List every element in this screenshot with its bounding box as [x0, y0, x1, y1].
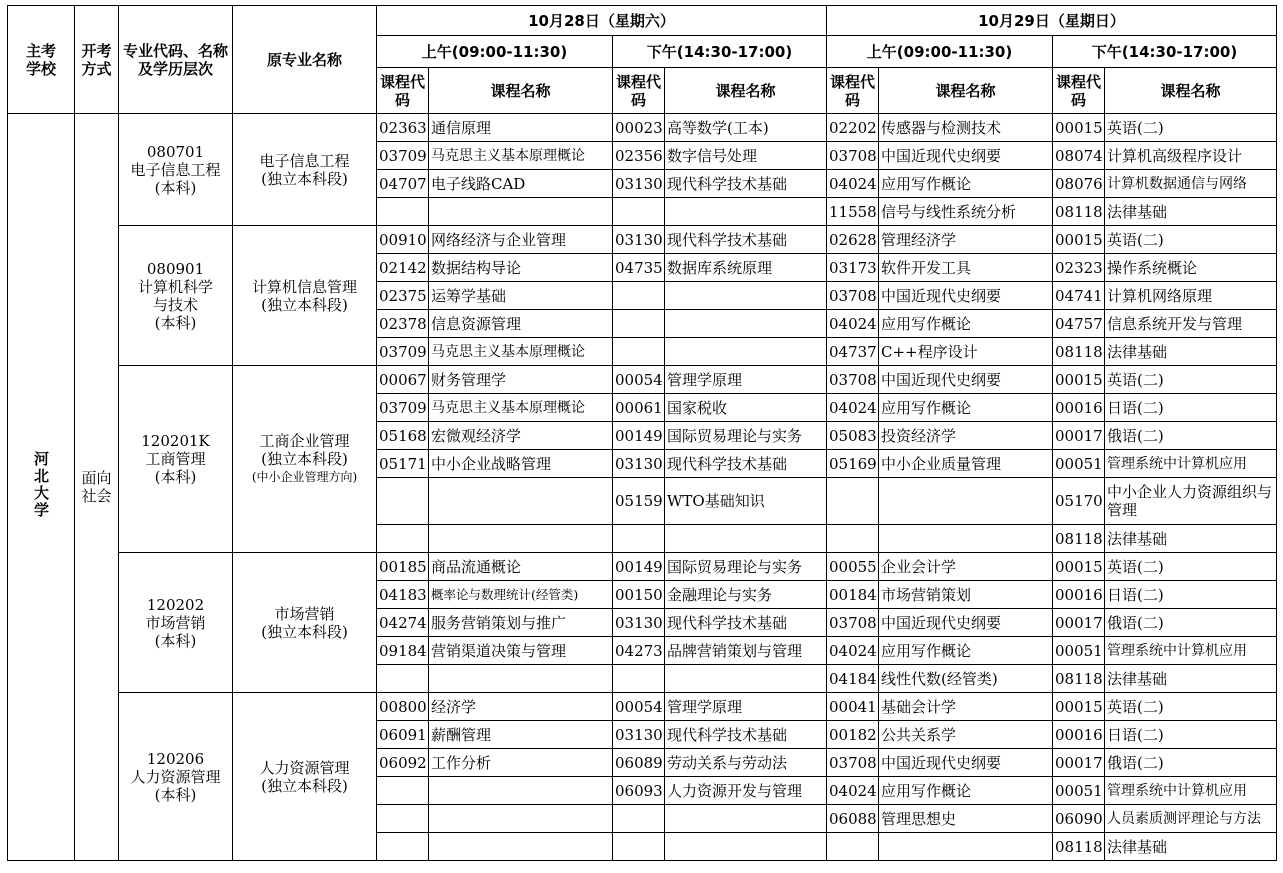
course-code: 00017	[1053, 422, 1105, 450]
header-major: 专业代码、名称及学历层次	[119, 6, 233, 114]
course-code: 00015	[1053, 366, 1105, 394]
course-name	[429, 478, 613, 525]
course-code: 04024	[827, 170, 879, 198]
course-name	[429, 525, 613, 553]
course-name: 马克思主义基本原理概论	[429, 394, 613, 422]
course-code	[613, 282, 665, 310]
course-name: 中国近现代史纲要	[879, 609, 1053, 637]
course-name: 信息资源管理	[429, 310, 613, 338]
header-name: 课程名称	[429, 68, 613, 114]
course-code: 08118	[1053, 525, 1105, 553]
course-code: 04024	[827, 310, 879, 338]
course-name	[879, 478, 1053, 525]
course-code	[613, 805, 665, 833]
course-name: 信息系统开发与管理	[1105, 310, 1277, 338]
course-name: 营销渠道决策与管理	[429, 637, 613, 665]
course-name	[429, 833, 613, 861]
course-name	[665, 198, 827, 226]
header-day1-pm: 下午(14:30-17:00)	[613, 36, 827, 68]
course-code: 02202	[827, 114, 879, 142]
course-name: 劳动关系与劳动法	[665, 749, 827, 777]
major-cell	[119, 693, 233, 861]
course-name	[665, 338, 827, 366]
course-name: 英语(二)	[1105, 693, 1277, 721]
course-name: 英语(二)	[1105, 366, 1277, 394]
course-name: 基础会计学	[879, 693, 1053, 721]
course-name: 现代科学技术基础	[665, 721, 827, 749]
major-cell	[119, 366, 233, 553]
header-day1-am: 上午(09:00-11:30)	[377, 36, 613, 68]
course-name: 电子线路CAD	[429, 170, 613, 198]
course-name: 国际贸易理论与实务	[665, 553, 827, 581]
course-code: 04024	[827, 637, 879, 665]
course-name: 应用写作概论	[879, 637, 1053, 665]
major-line: 与技术	[152, 295, 198, 314]
course-name: 应用写作概论	[879, 777, 1053, 805]
course-name: 法律基础	[1105, 833, 1277, 861]
orig-major-line: (独立本科段)	[261, 169, 348, 188]
course-code: 08074	[1053, 142, 1105, 170]
course-code: 03708	[827, 609, 879, 637]
major-line: 120201K	[141, 432, 210, 450]
course-name: 数据库系统原理	[665, 254, 827, 282]
course-code: 05168	[377, 422, 429, 450]
major-line: 120202	[146, 595, 205, 614]
major-line: (本科)	[154, 468, 197, 486]
course-code	[613, 833, 665, 861]
orig-major-line: 计算机信息管理	[251, 277, 357, 296]
course-name: 经济学	[429, 693, 613, 721]
header-orig-major: 原专业名称	[233, 6, 377, 114]
course-code	[377, 478, 429, 525]
course-code: 05083	[827, 422, 879, 450]
major-line: 工商管理	[145, 450, 206, 468]
course-name: 中小企业人力资源组织与管理	[1105, 478, 1277, 525]
course-code	[377, 777, 429, 805]
header-day1: 10月28日（星期六）	[377, 6, 827, 36]
course-code: 06088	[827, 805, 879, 833]
course-code: 00185	[377, 553, 429, 581]
course-name: 商品流通概论	[429, 553, 613, 581]
course-code: 02363	[377, 114, 429, 142]
course-code: 03173	[827, 254, 879, 282]
header-code: 课程代码	[613, 68, 665, 114]
orig-major-line: (中小企业管理方向)	[251, 470, 358, 484]
orig-major-line: (独立本科段)	[261, 622, 348, 641]
major-line: 080701	[146, 142, 205, 161]
course-name	[879, 833, 1053, 861]
major-cell	[119, 553, 233, 693]
course-name: 国际贸易理论与实务	[665, 422, 827, 450]
course-code: 05159	[613, 478, 665, 525]
course-code: 08118	[1053, 833, 1105, 861]
course-name: 投资经济学	[879, 422, 1053, 450]
course-name: 日语(二)	[1105, 581, 1277, 609]
course-name: 信号与线性系统分析	[879, 198, 1053, 226]
header-code: 课程代码	[827, 68, 879, 114]
orig-major-line: (独立本科段)	[261, 295, 348, 314]
course-code: 08076	[1053, 170, 1105, 198]
course-name: 应用写作概论	[879, 170, 1053, 198]
course-name: 数字信号处理	[665, 142, 827, 170]
course-code: 05169	[827, 450, 879, 478]
school-name: 河北大学	[32, 451, 50, 519]
course-name: 中国近现代史纲要	[879, 366, 1053, 394]
course-name: 日语(二)	[1105, 394, 1277, 422]
course-name: 中国近现代史纲要	[879, 749, 1053, 777]
header-name: 课程名称	[879, 68, 1053, 114]
course-code: 06093	[613, 777, 665, 805]
course-code: 03709	[377, 142, 429, 170]
course-code: 04183	[377, 581, 429, 609]
course-name: 财务管理学	[429, 366, 613, 394]
course-code: 03708	[827, 282, 879, 310]
course-name	[429, 805, 613, 833]
course-name: 英语(二)	[1105, 226, 1277, 254]
orig-major-line: 工商企业管理	[259, 432, 350, 450]
course-name: 网络经济与企业管理	[429, 226, 613, 254]
major-line: (本科)	[154, 313, 197, 332]
course-code: 00051	[1053, 450, 1105, 478]
course-name: 薪酬管理	[429, 721, 613, 749]
course-name: 管理系统中计算机应用	[1105, 450, 1277, 478]
course-code: 02356	[613, 142, 665, 170]
course-code	[827, 525, 879, 553]
course-code: 00051	[1053, 777, 1105, 805]
course-name: 人力资源开发与管理	[665, 777, 827, 805]
course-code: 00015	[1053, 553, 1105, 581]
orig-major-line: (独立本科段)	[261, 776, 348, 795]
course-name: 现代科学技术基础	[665, 609, 827, 637]
course-code: 00149	[613, 422, 665, 450]
course-code: 08118	[1053, 665, 1105, 693]
course-name: 软件开发工具	[879, 254, 1053, 282]
course-code: 04757	[1053, 310, 1105, 338]
course-name	[879, 525, 1053, 553]
major-cell	[119, 114, 233, 226]
course-name: 现代科学技术基础	[665, 170, 827, 198]
course-name: 国家税收	[665, 394, 827, 422]
course-code	[827, 478, 879, 525]
course-code: 11558	[827, 198, 879, 226]
course-code: 00017	[1053, 609, 1105, 637]
course-name: 操作系统概论	[1105, 254, 1277, 282]
course-name: C++程序设计	[879, 338, 1053, 366]
course-code: 05171	[377, 450, 429, 478]
course-code: 02142	[377, 254, 429, 282]
course-name: 法律基础	[1105, 665, 1277, 693]
major-line: 电子信息工程	[130, 160, 221, 179]
course-name	[665, 310, 827, 338]
table-row	[8, 114, 1277, 142]
course-name: 英语(二)	[1105, 114, 1277, 142]
course-code: 00015	[1053, 114, 1105, 142]
school-cell	[8, 114, 75, 861]
course-code: 00800	[377, 693, 429, 721]
orig-major-cell	[233, 114, 377, 226]
header-code: 课程代码	[377, 68, 429, 114]
orig-major-cell	[233, 553, 377, 693]
course-name: WTO基础知识	[665, 478, 827, 525]
major-line: 计算机科学	[137, 277, 213, 296]
course-code: 03709	[377, 338, 429, 366]
header-mode: 开考方式	[75, 6, 119, 114]
course-name: 人员素质测评理论与方法	[1105, 805, 1277, 833]
course-name: 英语(二)	[1105, 553, 1277, 581]
course-code: 05170	[1053, 478, 1105, 525]
course-code: 03708	[827, 142, 879, 170]
header-name: 课程名称	[665, 68, 827, 114]
course-name: 现代科学技术基础	[665, 226, 827, 254]
course-name: 高等数学(工本)	[665, 114, 827, 142]
course-code: 00182	[827, 721, 879, 749]
course-code	[613, 198, 665, 226]
table-row	[8, 693, 1277, 721]
course-code: 03130	[613, 609, 665, 637]
course-name	[665, 665, 827, 693]
course-name: 管理学原理	[665, 366, 827, 394]
course-name: 中国近现代史纲要	[879, 282, 1053, 310]
orig-major-line: (独立本科段)	[261, 450, 348, 468]
course-name: 法律基础	[1105, 338, 1277, 366]
course-code: 02323	[1053, 254, 1105, 282]
course-code	[377, 805, 429, 833]
course-name	[665, 805, 827, 833]
course-code: 00016	[1053, 721, 1105, 749]
course-code	[613, 338, 665, 366]
course-code: 00017	[1053, 749, 1105, 777]
course-name: 概率论与数理统计(经管类)	[429, 581, 613, 609]
header-name: 课程名称	[1105, 68, 1277, 114]
course-name: 传感器与检测技术	[879, 114, 1053, 142]
course-code: 00016	[1053, 581, 1105, 609]
course-code: 06089	[613, 749, 665, 777]
course-code	[613, 525, 665, 553]
course-code	[827, 833, 879, 861]
course-name: 工作分析	[429, 749, 613, 777]
course-code: 02628	[827, 226, 879, 254]
course-code: 00015	[1053, 226, 1105, 254]
table-row	[8, 226, 1277, 254]
major-line: 人力资源管理	[130, 767, 221, 786]
major-line: (本科)	[154, 178, 197, 197]
course-name: 通信原理	[429, 114, 613, 142]
header-code: 课程代码	[1053, 68, 1105, 114]
course-name: 计算机高级程序设计	[1105, 142, 1277, 170]
major-line: 120206	[146, 749, 205, 768]
course-name: 中小企业质量管理	[879, 450, 1053, 478]
course-code: 04273	[613, 637, 665, 665]
course-name: 品牌营销策划与管理	[665, 637, 827, 665]
course-code: 00061	[613, 394, 665, 422]
major-cell	[119, 226, 233, 366]
course-name	[429, 777, 613, 805]
course-name: 日语(二)	[1105, 721, 1277, 749]
course-code	[613, 310, 665, 338]
course-name: 运筹学基础	[429, 282, 613, 310]
course-code: 00051	[1053, 637, 1105, 665]
orig-major-cell	[233, 366, 377, 553]
course-name: 现代科学技术基础	[665, 450, 827, 478]
course-code: 04707	[377, 170, 429, 198]
course-code: 00054	[613, 366, 665, 394]
orig-major-cell	[233, 226, 377, 366]
course-name: 金融理论与实务	[665, 581, 827, 609]
course-name: 应用写作概论	[879, 394, 1053, 422]
header-day2: 10月29日（星期日）	[827, 6, 1277, 36]
course-code: 00067	[377, 366, 429, 394]
course-code: 03130	[613, 170, 665, 198]
orig-major-line: 市场营销	[274, 604, 335, 623]
course-code: 03130	[613, 450, 665, 478]
course-name: 应用写作概论	[879, 310, 1053, 338]
course-code	[377, 833, 429, 861]
course-name: 计算机数据通信与网络	[1105, 170, 1277, 198]
orig-major-line: 人力资源管理	[259, 758, 350, 777]
course-code: 00041	[827, 693, 879, 721]
course-name	[429, 198, 613, 226]
course-code: 03708	[827, 366, 879, 394]
table-row	[8, 366, 1277, 394]
course-code	[613, 665, 665, 693]
course-code	[377, 198, 429, 226]
course-code: 00150	[613, 581, 665, 609]
course-code: 04741	[1053, 282, 1105, 310]
exam-mode: 面向社会	[75, 114, 119, 861]
course-code: 00055	[827, 553, 879, 581]
course-name: 服务营销策划与推广	[429, 609, 613, 637]
course-name: 管理经济学	[879, 226, 1053, 254]
course-code: 09184	[377, 637, 429, 665]
course-name	[429, 665, 613, 693]
course-code: 03708	[827, 749, 879, 777]
exam-schedule-table	[7, 5, 1277, 861]
course-name	[665, 282, 827, 310]
course-code: 06090	[1053, 805, 1105, 833]
course-name: 线性代数(经管类)	[879, 665, 1053, 693]
course-code: 00910	[377, 226, 429, 254]
course-name: 企业会计学	[879, 553, 1053, 581]
course-code: 04737	[827, 338, 879, 366]
course-code: 04184	[827, 665, 879, 693]
course-code	[377, 665, 429, 693]
header-day2-am: 上午(09:00-11:30)	[827, 36, 1053, 68]
course-code: 03709	[377, 394, 429, 422]
course-code	[377, 525, 429, 553]
course-code: 00023	[613, 114, 665, 142]
course-name: 管理系统中计算机应用	[1105, 777, 1277, 805]
header-day2-pm: 下午(14:30-17:00)	[1053, 36, 1277, 68]
course-name: 中国近现代史纲要	[879, 142, 1053, 170]
major-line: 市场营销	[145, 613, 206, 632]
course-name: 计算机网络原理	[1105, 282, 1277, 310]
course-name: 公共关系学	[879, 721, 1053, 749]
course-name: 马克思主义基本原理概论	[429, 338, 613, 366]
course-name: 宏微观经济学	[429, 422, 613, 450]
course-name: 管理学原理	[665, 693, 827, 721]
table-row	[8, 553, 1277, 581]
course-code: 08118	[1053, 198, 1105, 226]
major-line: (本科)	[154, 785, 197, 804]
course-code: 03130	[613, 226, 665, 254]
course-name	[665, 833, 827, 861]
course-code: 00184	[827, 581, 879, 609]
course-code: 00054	[613, 693, 665, 721]
course-code: 02375	[377, 282, 429, 310]
course-name: 管理思想史	[879, 805, 1053, 833]
course-name: 法律基础	[1105, 198, 1277, 226]
course-name: 管理系统中计算机应用	[1105, 637, 1277, 665]
course-code: 04274	[377, 609, 429, 637]
course-name: 中小企业战略管理	[429, 450, 613, 478]
course-name: 马克思主义基本原理概论	[429, 142, 613, 170]
course-code: 02378	[377, 310, 429, 338]
major-line: (本科)	[154, 631, 197, 650]
header-school: 主考学校	[8, 6, 75, 114]
course-code: 06092	[377, 749, 429, 777]
course-name	[665, 525, 827, 553]
course-code: 04024	[827, 777, 879, 805]
course-name: 法律基础	[1105, 525, 1277, 553]
course-name: 市场营销策划	[879, 581, 1053, 609]
course-code: 04024	[827, 394, 879, 422]
course-code: 08118	[1053, 338, 1105, 366]
course-code: 00015	[1053, 693, 1105, 721]
course-code: 03130	[613, 721, 665, 749]
course-name: 数据结构导论	[429, 254, 613, 282]
course-name: 俄语(二)	[1105, 609, 1277, 637]
course-name: 俄语(二)	[1105, 749, 1277, 777]
course-code: 04735	[613, 254, 665, 282]
course-name: 俄语(二)	[1105, 422, 1277, 450]
course-code: 06091	[377, 721, 429, 749]
course-code: 00149	[613, 553, 665, 581]
major-line: 080901	[146, 259, 205, 278]
course-code: 00016	[1053, 394, 1105, 422]
orig-major-line: 电子信息工程	[259, 151, 350, 170]
orig-major-cell	[233, 693, 377, 861]
